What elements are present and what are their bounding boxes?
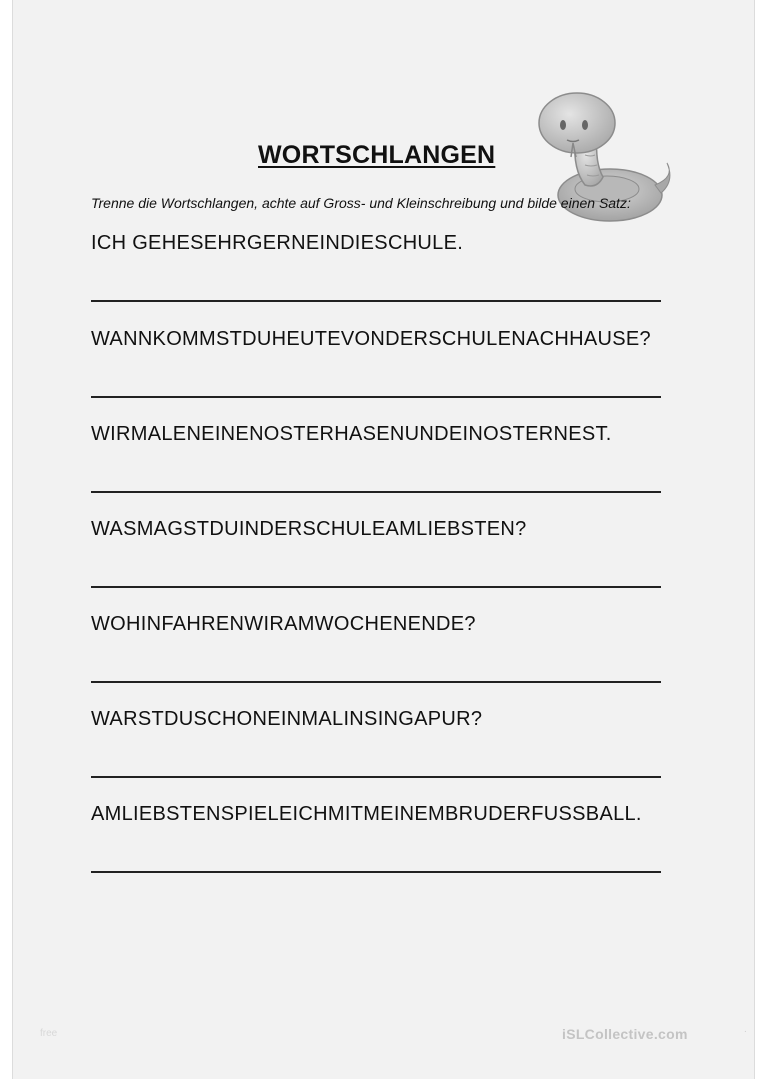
worksheet-instruction: Trenne die Wortschlangen, achte auf Gross- und Kleinschreibung und bilde einen Satz: (91, 195, 631, 211)
word-snake-sentence: WARSTDUSCHONEINMALINSINGAPUR? (91, 708, 483, 730)
answer-line[interactable] (91, 300, 661, 302)
answer-line[interactable] (91, 491, 661, 493)
snake-illustration-icon (515, 85, 675, 235)
answer-line[interactable] (91, 776, 661, 778)
word-snake-sentence: WASMAGSTDUINDERSCHULEAMLIEBSTEN? (91, 518, 527, 540)
answer-line[interactable] (91, 871, 661, 873)
footer-dot: . (744, 1024, 747, 1035)
answer-line[interactable] (91, 396, 661, 398)
word-snake-sentence: WIRMALENEINENOSTERHASENUNDEINOSTERNEST. (91, 423, 612, 445)
worksheet-title: WORTSCHLANGEN (258, 141, 496, 169)
footer-brand-watermark: iSLCollective.com (562, 1026, 688, 1042)
word-snake-sentence: AMLIEBSTENSPIELEICHMITMEINEMBRUDERFUSSBALL. (91, 803, 642, 825)
answer-line[interactable] (91, 681, 661, 683)
answer-line[interactable] (91, 586, 661, 588)
footer-watermark-left: free (40, 1028, 58, 1039)
word-snake-sentence: WOHINFAHRENWIRAMWOCHENENDE? (91, 613, 476, 635)
word-snake-sentence: WANNKOMMSTDUHEUTEVONDERSCHULENACHHAUSE? (91, 328, 651, 350)
word-snake-sentence: ICH GEHESEHRGERNEINDIESCHULE. (91, 232, 464, 254)
